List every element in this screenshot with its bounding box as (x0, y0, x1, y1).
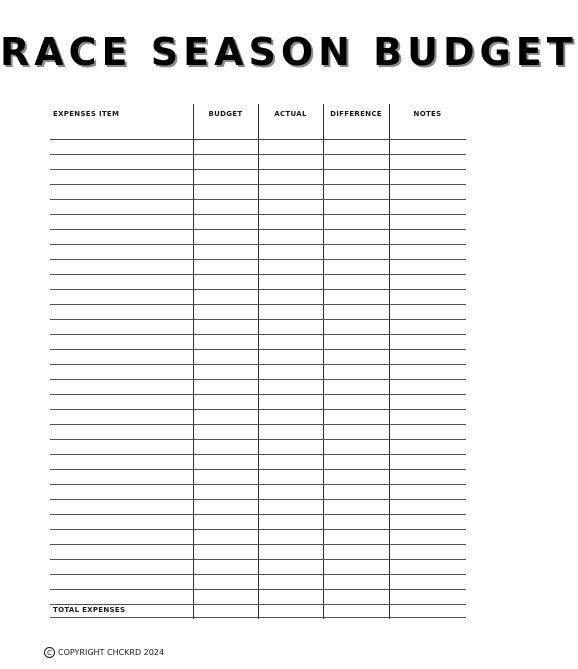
table-row-line (50, 574, 466, 575)
column-header-actual: ACTUAL (274, 110, 307, 118)
table-row-line (50, 199, 466, 200)
page-title: RACE SEASON BUDGET (0, 30, 578, 74)
table-row-line (50, 169, 466, 170)
table-row-line (50, 304, 466, 305)
column-divider (258, 104, 259, 619)
table-row-line (50, 544, 466, 545)
table-row-line (50, 469, 466, 470)
table-row-line (50, 379, 466, 380)
column-header-difference: DIFFERENCE (330, 110, 382, 118)
table-row-line (50, 424, 466, 425)
column-header-notes: NOTES (413, 110, 442, 118)
table-row-line (50, 334, 466, 335)
table-row-line (50, 454, 466, 455)
table-row-line (50, 154, 466, 155)
table-row-line (50, 589, 466, 590)
table-row-line (50, 409, 466, 410)
budget-table (50, 104, 466, 619)
table-row-line (50, 349, 466, 350)
table-row-line (50, 529, 466, 530)
table-row-line (50, 259, 466, 260)
total-expenses-label: TOTAL EXPENSES (53, 606, 126, 614)
column-divider (193, 104, 194, 619)
table-row-line (50, 319, 466, 320)
column-divider (389, 104, 390, 619)
table-row-line (50, 184, 466, 185)
table-row-line (50, 289, 466, 290)
footer (44, 644, 164, 660)
table-row-line (50, 244, 466, 245)
table-row-line (50, 394, 466, 395)
table-bottom-line (50, 617, 466, 618)
copyright-icon: C (44, 647, 55, 658)
table-row-line (50, 439, 466, 440)
table-row-line (50, 214, 466, 215)
table-row-line (50, 364, 466, 365)
table-row-line (50, 559, 466, 560)
table-row-line (50, 514, 466, 515)
table-row-line (50, 229, 466, 230)
table-row-line (50, 139, 466, 140)
table-row-line (50, 274, 466, 275)
table-row-line (50, 499, 466, 500)
column-header-expenses-item: EXPENSES ITEM (53, 110, 120, 118)
table-row-line (50, 484, 466, 485)
copyright-text: COPYRIGHT CHCKRD 2024 (58, 647, 165, 657)
column-header-budget: BUDGET (208, 110, 243, 118)
column-divider (323, 104, 324, 619)
